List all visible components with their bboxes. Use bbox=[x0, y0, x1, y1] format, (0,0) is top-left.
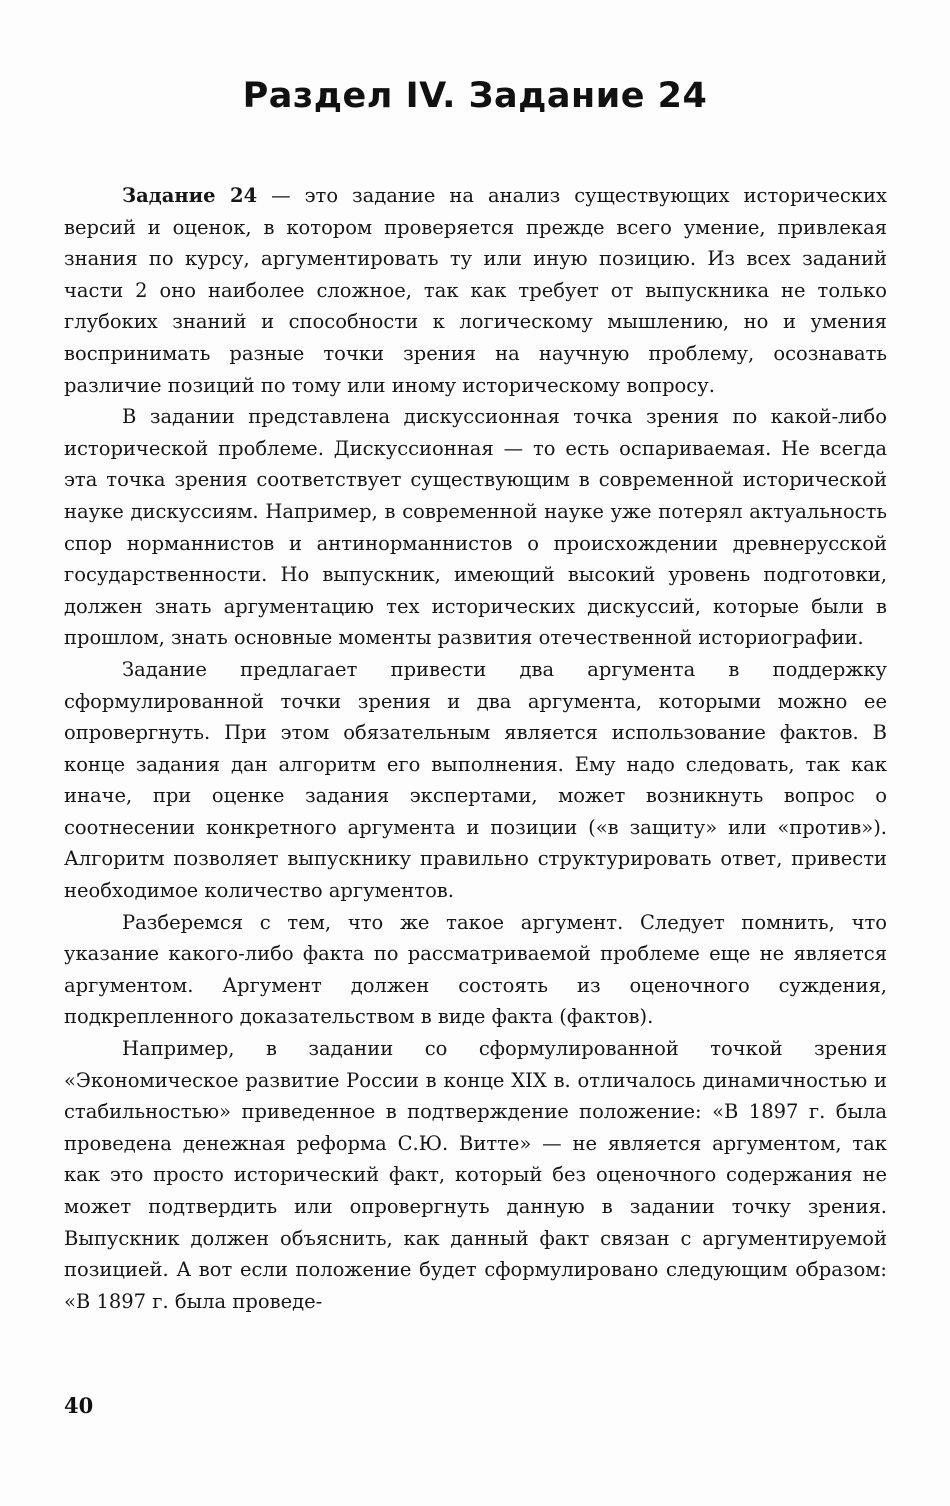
paragraph-3: Задание предлагает привести два аргумента в поддержку сформулированной точки зрения и два аргумента, которыми можно ее опровергнуть. При этом обязательным является использование фактов. В конце задания дан алгоритм его выполнения. Ему надо следовать, так как иначе, при оценке задания экспертами, может возникнуть вопрос о соотнесении конкретного аргумента и позиции («в защиту» или «против»). Алгоритм позволяет выпускнику правильно структурировать ответ, привести необходимое количество аргументов. bbox=[64, 657, 887, 903]
body-text bbox=[64, 180, 887, 1317]
paragraph-1-text: — это задание на анализ существующих исторических версий и оценок, в котором проверяется прежде всего умение, привлекая знания по курсу, аргументировать ту или иную позицию. Из всех заданий части 2 оно наиболее сложное, так как требует от выпускника не только глубоких знаний и способности к логическому мышлению, но и умения воспринимать разные точки зрения на научную проблему, осознавать различие позиций по тому или иному историческому вопросу. bbox=[64, 184, 887, 397]
paragraph-2: В задании представлена дискуссионная точка зрения по какой-либо исторической проблеме. Дискуссионная — то есть оспариваемая. Не всегда эта точка зрения соответствует существующим в современной исторической науке дискуссиям. Например, в современной науке уже потерял актуальность спор норманнистов и антинорманнистов о происхождении древнерусской государственности. Но выпускник, имеющий высокий уровень подготовки, должен знать аргументацию тех исторических дискуссий, которые были в прошлом, знать основные моменты развития отечественной историографии. bbox=[64, 405, 887, 650]
paragraph-1-lead: Задание 24 bbox=[122, 184, 258, 207]
page-number: 40 bbox=[64, 1393, 94, 1418]
paragraph-4: Разберемся с тем, что же такое аргумент. Следует помнить, что указание какого-либо факта по рассматриваемой проблеме еще не является аргументом. Аргумент должен состоять из оценочного суждения, подкрепленного доказательством в виде факта (фактов). bbox=[64, 910, 887, 1029]
section-heading: Раздел IV. Задание 24 bbox=[242, 76, 708, 116]
paragraph-5: Например, в задании со сформулированной точкой зрения «Экономическое развитие России в конце XIX в. отличалось динамичностью и стабильностью» приведенное в подтверждение положение: «В 1897 г. была проведена денежная реформа С.Ю. Витте» — не является аргументом, так как это просто исторический факт, который без оценочного содержания не может подтвердить или опровергнуть данную в задании точку зрения. Выпускник должен объяснить, как данный факт связан с аргументируемой позицией. А вот если положение будет сформулировано следующим образом: «В 1897 г. была проведе- bbox=[64, 1037, 887, 1313]
paragraph-1 bbox=[64, 180, 887, 401]
